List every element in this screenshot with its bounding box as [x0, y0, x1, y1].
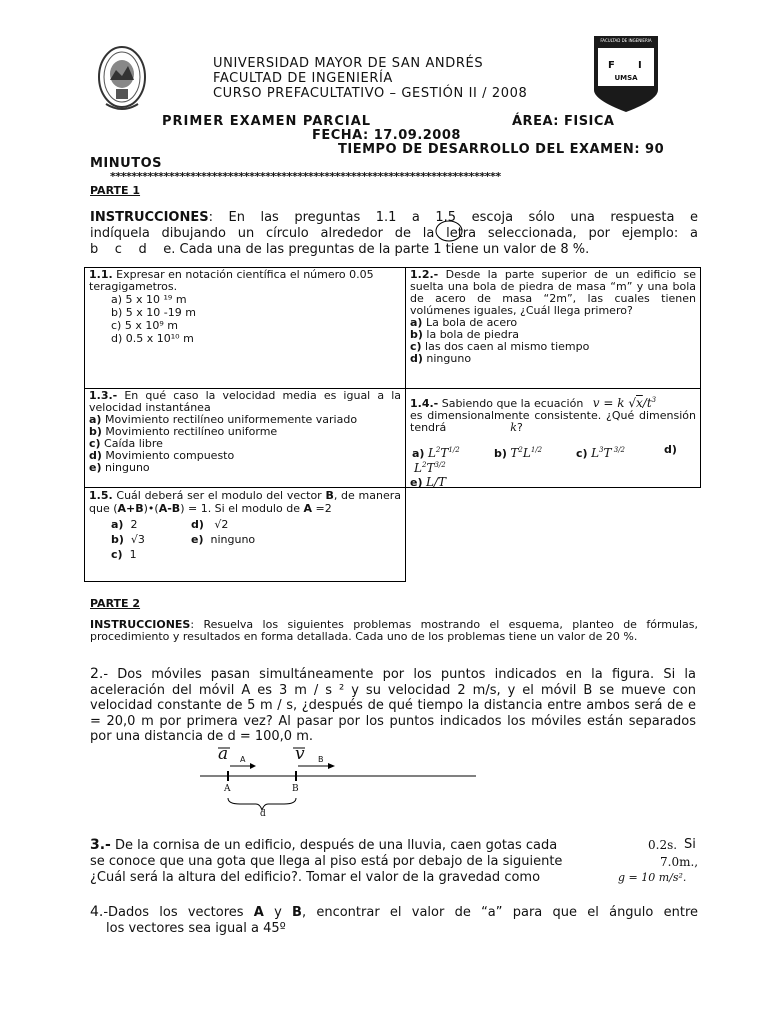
star-separator: ************************************************************************* — [110, 170, 501, 183]
q14-number: 1.4.- — [410, 397, 439, 410]
shield-top-text: FACULTAD DE INGENIERIA — [600, 38, 652, 43]
q13-option-c[interactable]: c) Caída libre — [89, 437, 163, 450]
q14-qmark: ? — [516, 421, 523, 434]
part1-instr-label: INSTRUCCIONES — [90, 210, 209, 225]
p3-line1-end: Si — [684, 837, 696, 852]
q15-number: 1.5. — [89, 489, 113, 502]
p3-line2: se conoce que una gota que llega al piso está por debajo de la siguiente — [90, 854, 563, 869]
fig-velocity-vector-label: v — [295, 744, 305, 764]
q12-number: 1.2.- — [410, 268, 439, 281]
q11-text: Expresar en notación científica el número 0.05 teragigametros. — [89, 268, 374, 293]
university-crest-logo — [96, 44, 148, 114]
part1-instr-line2: indíquela dibujando un círculo alrededor de la letra seleccionada, por ejemplo: a — [90, 226, 698, 241]
q11-number: 1.1. — [89, 268, 113, 281]
p3-line1: De la cornisa de un edificio, después de una lluvia, caen gotas cada — [110, 838, 558, 853]
p2-text: - Dos móviles pasan simultáneamente por los puntos indicados en la figura. Si la aceleración del móvil A es 3 m / s ² y su velocidad 2 m/s, y el móvil B se mueve con velocidad constante de 5 m / s, ¿después de qué tiempo la distancia entre ambos será de e = 20,0 m por primera vez? Al pasar por los puntos indicados los móviles están separados por una distancia de d = 100,0 m. — [90, 667, 696, 744]
question-1-4 — [405, 388, 701, 488]
q12-option-d[interactable]: d) ninguno — [410, 352, 472, 365]
university-name: UNIVERSIDAD MAYOR DE SAN ANDRÉS — [213, 56, 484, 71]
q13-option-a[interactable]: a) Movimiento rectilíneo uniformemente variado — [89, 413, 358, 426]
q14-equation: v = k $√x/t^3$ — [592, 396, 657, 410]
part2-instr-label: INSTRUCCIONES — [90, 618, 191, 631]
q14-option-c[interactable]: c) $L^3T$ $^{3/2}$ — [576, 446, 626, 460]
question-1-2 — [405, 267, 701, 389]
question-1-3 — [84, 388, 406, 488]
part2-instructions — [90, 619, 698, 643]
p4-line2: los vectores sea igual a 45º — [106, 921, 286, 936]
q15-option-b[interactable]: b) √3 — [111, 533, 145, 546]
fig-distance-d: d — [260, 809, 266, 819]
q11-option-c[interactable]: c) 5 x 10⁹ m — [111, 319, 178, 332]
q14-option-d[interactable]: d) — [664, 443, 677, 456]
fig-mobile-b-label: B — [318, 755, 324, 764]
q14-option-d-value: $L^2T^{3/2}$ — [414, 461, 446, 475]
q15-option-c[interactable]: c) 1 — [111, 548, 137, 561]
q15-option-a[interactable]: a) 2 — [111, 518, 138, 531]
q14-text-b: es dimensionalmente consistente. ¿Qué dimensión tendrá — [410, 409, 696, 434]
p3-drop-interval: 0.2s. — [648, 838, 678, 852]
q13-option-e[interactable]: e) ninguno — [89, 461, 150, 474]
p3-number: 3.- — [90, 837, 111, 853]
q15-option-d[interactable]: d) √2 — [191, 518, 229, 531]
fig-accel-vector-label: a — [218, 744, 229, 764]
q12-option-b[interactable]: b) la bola de piedra — [410, 328, 520, 341]
q11-option-b[interactable]: b) 5 x 10 -19 m — [111, 306, 196, 319]
exam-date: FECHA: 17.09.2008 — [312, 128, 461, 143]
q14-option-b[interactable]: b) $T^2L^{1/2}$ — [494, 446, 543, 460]
fig-mobile-a-label: A — [240, 755, 246, 764]
exam-duration: TIEMPO DE DESARROLLO DEL EXAMEN: 90 — [338, 142, 665, 157]
exam-minutes: MINUTOS — [90, 156, 162, 171]
question-1-5: 1.5. Cuál deberá ser el modulo del vector B, de manera que (A+B)•(A-B) = 1. Si el modulo de A =2 a) 2 d) √2 b) √3 e) ninguno c) 1 — [84, 487, 406, 582]
problem-4: 4.-Dados los vectores A y B, encontrar el valor de “a” para que el ángulo entre los vectores sea igual a 45º — [90, 904, 698, 936]
fig-point-a: A — [224, 784, 231, 794]
q14-option-e[interactable]: e) L/T — [410, 475, 447, 489]
fig-point-b: B — [292, 784, 299, 794]
q12-option-a[interactable]: a) La bola de acero — [410, 316, 518, 329]
exam-area: ÁREA: FISICA — [512, 114, 615, 129]
q13-number: 1.3.- — [89, 389, 118, 402]
problem-3 — [90, 837, 698, 886]
shield-umsa-text: UMSA — [614, 74, 638, 82]
part1-instructions — [90, 210, 698, 258]
faculty-shield-logo — [592, 34, 660, 114]
q13-text: En qué caso la velocidad media es igual a la velocidad instantánea — [89, 389, 401, 414]
q14-text-a: Sabiendo que la ecuación — [438, 397, 584, 410]
q12-text: Desde la parte superior de un edificio se suelta una bola de piedra de masa “m” y una bola de acero de masa “2m”, las cuales tienen volúmenes iguales, ¿Cuál llega primero? — [410, 268, 696, 317]
part1-instr-line3: b c d e. Cada una de las preguntas de la parte 1 tiene un valor de 8 %. — [90, 242, 590, 257]
p4-number: 4. — [90, 904, 104, 920]
q15-option-e[interactable]: e) ninguno — [191, 533, 256, 546]
example-circle-mark — [434, 220, 464, 242]
q13-option-d[interactable]: d) Movimiento compuesto — [89, 449, 235, 462]
q13-option-b[interactable]: b) Movimiento rectilíneo uniforme — [89, 425, 278, 438]
exam-title: PRIMER EXAMEN PARCIAL — [162, 114, 372, 129]
p3-drop-distance: 7.0m., — [660, 855, 699, 869]
shield-letter-i: I — [638, 60, 642, 71]
course-name: CURSO PREFACULTATIVO – GESTIÓN II / 2008 — [213, 86, 528, 101]
p3-gravity: g = 10 m/s². — [618, 871, 687, 884]
part1-instr-line1: : En las preguntas 1.1 a 1.5 escoja sólo una respuesta e — [208, 210, 698, 225]
q14-k: k — [510, 421, 517, 434]
p3-line3: ¿Cuál será la altura del edificio?. Tomar el valor de la gravedad como — [90, 870, 541, 885]
p2-number: 2. — [90, 666, 104, 682]
part1-heading: PARTE 1 — [90, 184, 141, 197]
part2-instr-text: : Resuelva los siguientes problemas mostrando el esquema, planteo de fórmulas, procedimiento y resultados en forma detallada. Cada uno de los problemas tiene un valor de 20 %. — [90, 618, 698, 643]
shield-letter-f: F — [608, 60, 615, 71]
question-1-1 — [84, 267, 406, 389]
q12-option-c[interactable]: c) las dos caen al mismo tiempo — [410, 340, 590, 353]
q11-option-d[interactable]: d) 0.5 x 10¹⁰ m — [111, 332, 194, 345]
part2-heading: PARTE 2 — [90, 597, 141, 610]
q11-option-a[interactable]: a) 5 x 10 ¹⁹ m — [111, 293, 187, 306]
q14-option-a[interactable]: a) $L^2T^{1/2}$ — [412, 446, 460, 460]
problem-2 — [90, 667, 696, 745]
faculty-name: FACULTAD DE INGENIERÍA — [213, 71, 393, 86]
